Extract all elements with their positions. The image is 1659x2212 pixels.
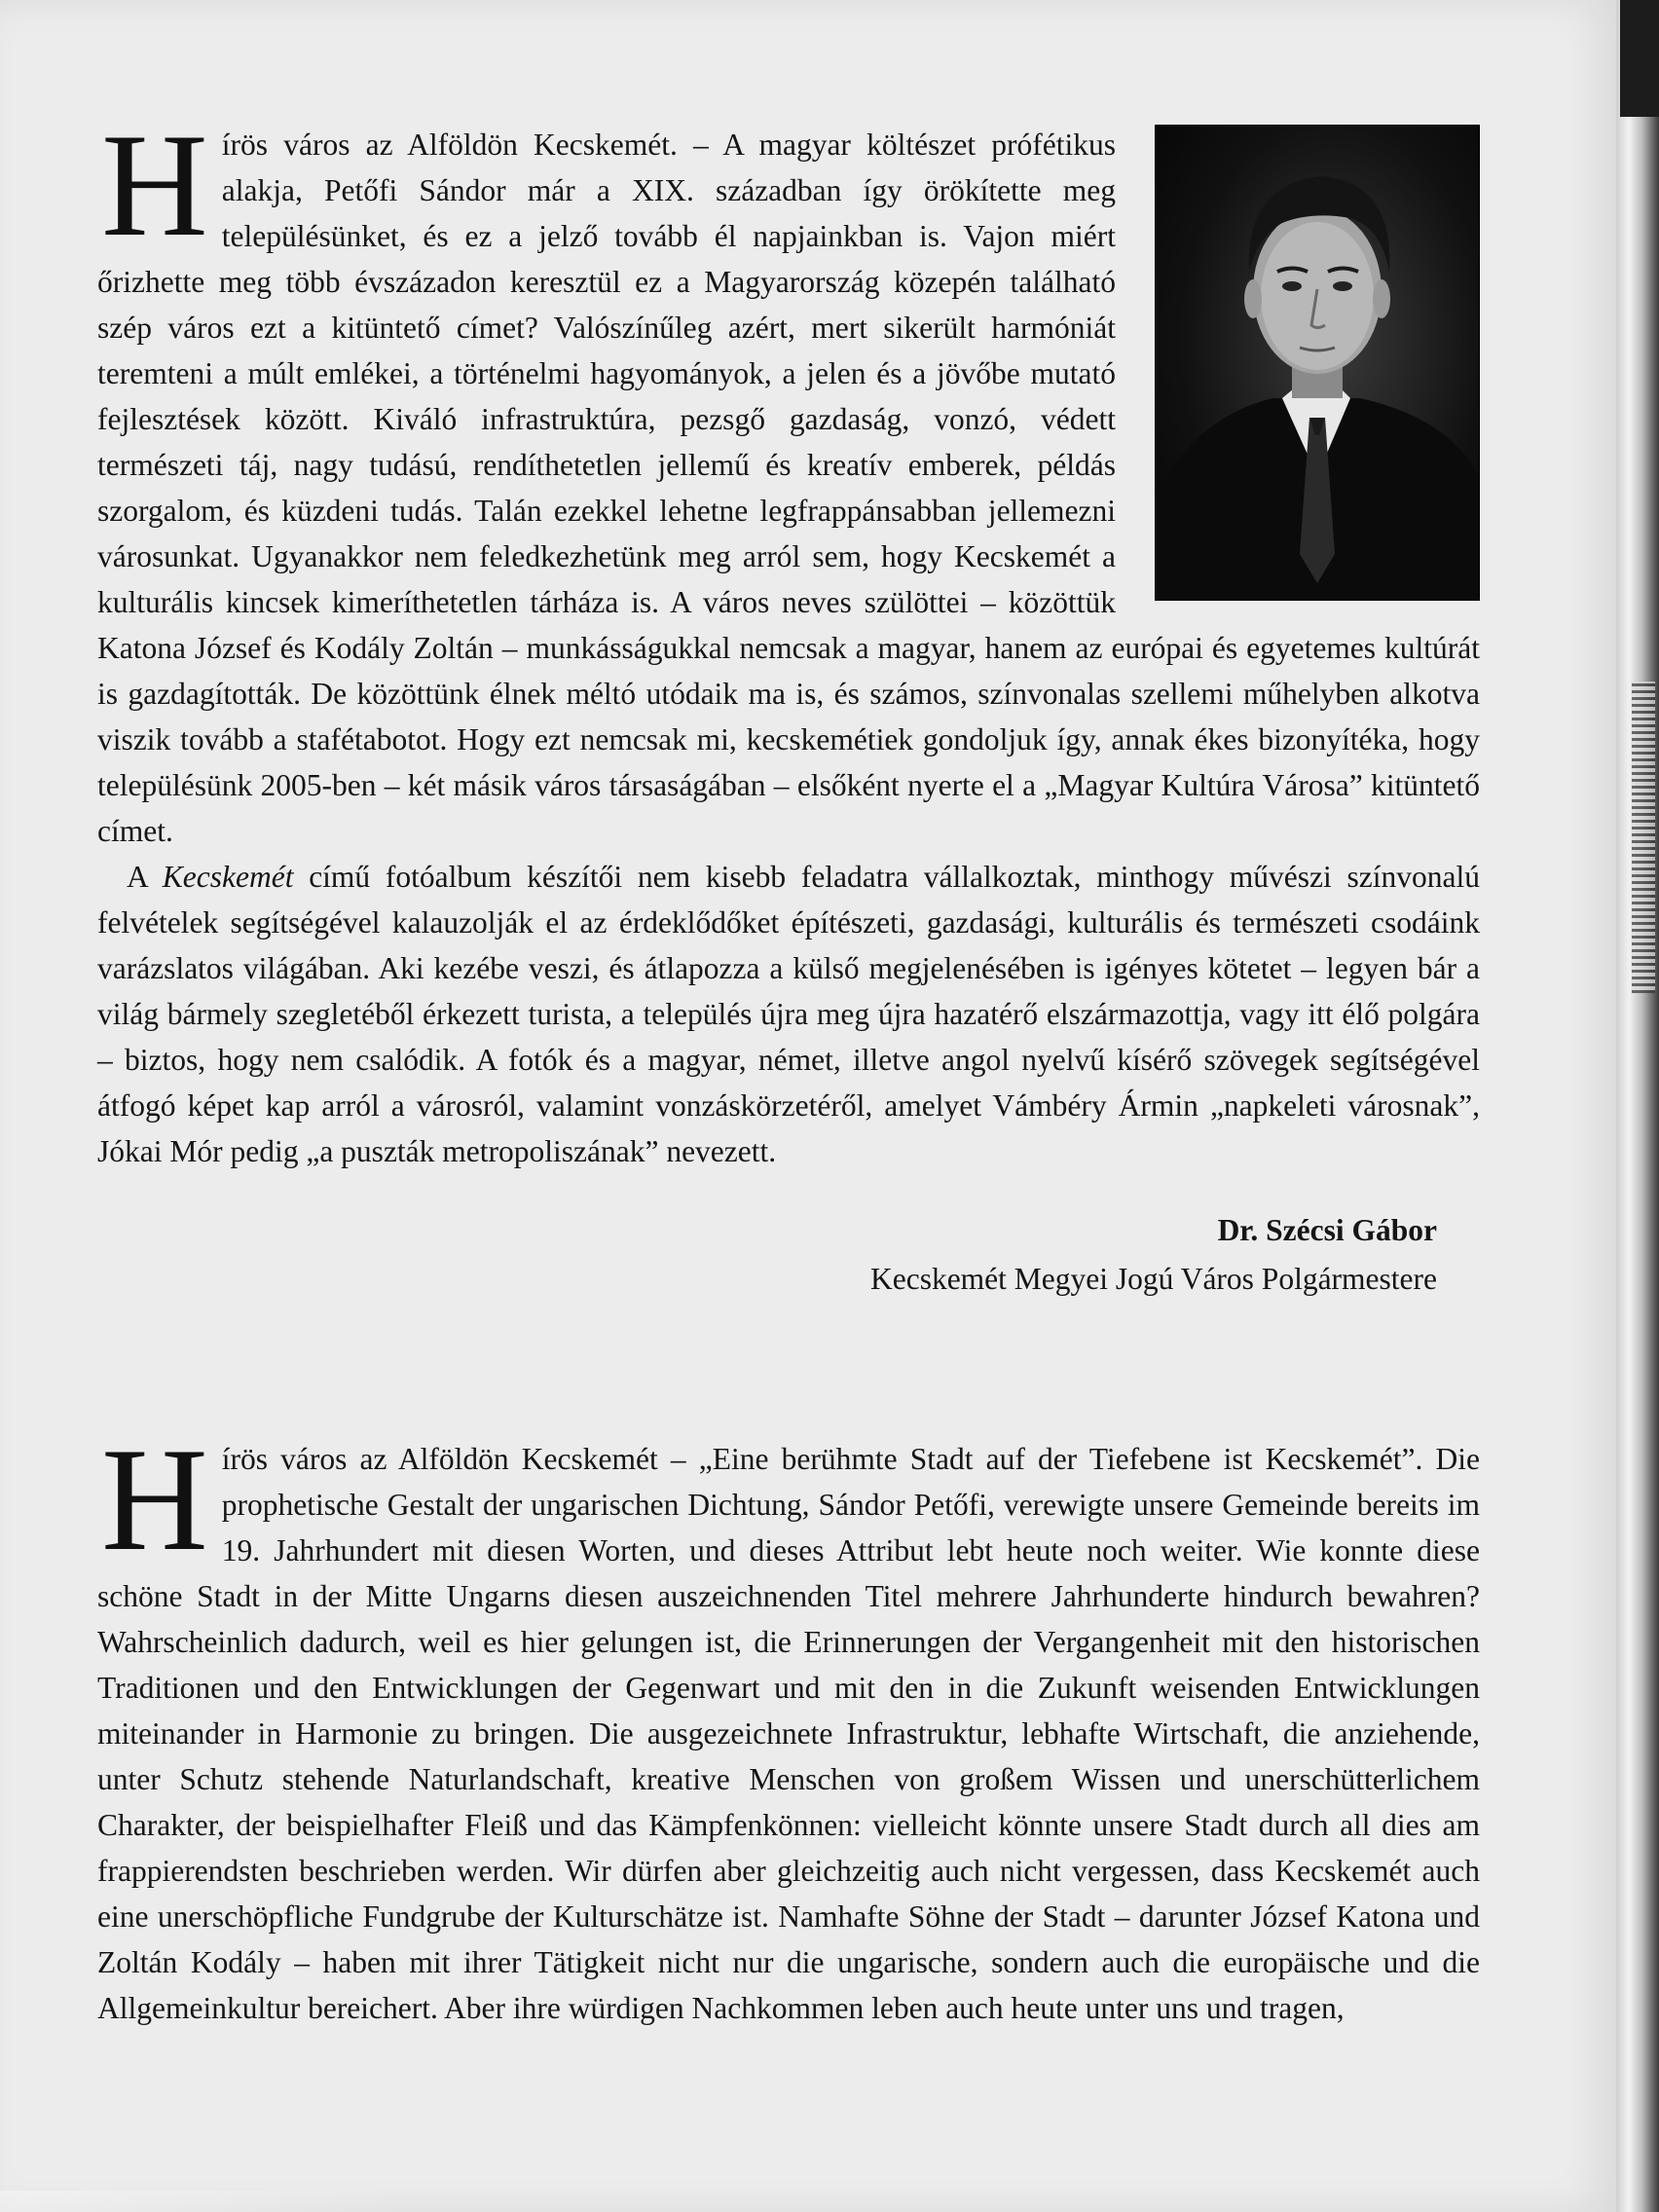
german-foreword bbox=[97, 1418, 1480, 2031]
drop-cap: H bbox=[101, 1418, 208, 1581]
book-edge-pattern bbox=[1632, 682, 1655, 993]
bottom-shade bbox=[0, 2191, 409, 2212]
hungarian-paragraph-1: írös város az Alföldön Kecskemét. – A magyar költészet prófétikus alakja, Petőfi Sándor már a XIX. században így örökítette meg településünket, és ez a jelző tovább él napjainkban is. Vajon miért őrizhette meg több évszázadon keresztül ez a Magyarország közepén található szép város ezt a kitüntető címet? Valószínűleg azért, mert sikerült harmóniát teremteni a múlt emlékei, a történelmi hagyományok, a jelen és a jövőbe mutató fejlesztések között. Kiváló infrastruktúra, pezsgő gazdaság, vonzó, védett természeti táj, nagy tudású, rendíthetetlen jellemű és kreatív emberek, példás szorgalom, és küzdeni tudás. Talán ezekkel lehetne legfrappánsabban jellemezni városunkat. Ugyanakkor nem feledkezhetünk meg arról sem, hogy Kecskemét a kulturális kincsek kimeríthetetlen tárháza is. A város neves szülöttei – közöttük Katona József és Kodály Zoltán – munkásságukkal nemcsak a magyar, hanem az európai és egyetemes kultúrát is gazdagították. De közöttünk élnek méltó utódaik ma is, és számos, színvonalas szellemi műhelyben alkotva viszik tovább a stafétabotot. Hogy ezt nemcsak mi, kecskemétiek gondoljuk így, annak ékes bizonyítéka, hogy településünk 2005-ben – két másik város társaságában – elsőként nyerte el a „Magyar Kultúra Városa” kitüntető címet. bbox=[97, 128, 1480, 848]
album-title: Kecskemét bbox=[162, 860, 294, 894]
book-edge bbox=[1616, 0, 1659, 2212]
german-paragraph-1: írös város az Alföldön Kecskemét – „Eine berühmte Stadt auf der Tiefebene ist Kecskemét”. Die prophetische Gestalt der ungarischen Dichtung, Sándor Petőfi, verewigte unsere Gemeinde bereits im 19. Jahrhundert mit diesen Worten, und dieses Attribut lebt heute noch weiter. Wie konnte diese schöne Stadt in der Mitte Ungarns diesen auszeichnenden Titel mehrere Jahrhunderte hindurch bewahren? Wahrscheinlich dadurch, weil es hier gelungen ist, die Erinnerungen der Vergangenheit mit den historischen Traditionen und den Entwicklungen der Gegenwart und mit den in die Zukunft weisenden Entwicklungen miteinander in Harmonie zu bringen. Die ausgezeichnete Infrastruktur, lebhafte Wirtschaft, die anziehende, unter Schutz stehende Naturlandschaft, kreative Menschen von großem Wissen und unerschütterlichem Charakter, der beispielhafter Fleiß und das Kämpfenkönnen: vielleicht könnte unsere Stadt durch all dies am frappierendsten beschrieben werden. Wir dürfen aber gleichzeitig auch nicht vergessen, dass Kecskemét auch eine unerschöpfliche Fundgrube der Kulturschätze ist. Namhafte Söhne der Stadt – darunter József Katona und Zoltán Kodály – haben mit ihrer Tätigkeit nicht nur die ungarische, sondern auch die europäische und die Allgemeinkultur bereichert. Aber ihre würdigen Nachkommen leben auch heute unter uns und tragen, bbox=[97, 1442, 1480, 2025]
hungarian-paragraph-2: A Kecskemét című fotóalbum készítői nem kisebb feladatra vállalkoztak, minthogy művészi színvonalú felvételek segítségével kalauzolják el az érdeklődőket építészeti, gazdasági, kulturális és természeti csodáink varázslatos világában. Aki kezébe veszi, és átlapozza a külső megjelenésében is igényes kötetet – legyen bár a világ bármely szegletéből érkezett turista, a település újra meg újra hazatérő elszármazottja, vagy itt élő polgára – biztos, hogy nem csalódik. A fotók és a magyar, német, illetve angol nyelvű kísérő szövegek segítségével átfogó képet kap arról a városról, valamint vonzáskörzetéről, amelyet Vámbéry Ármin „napkeleti városnak”, Jókai Mór pedig „a puszták metropoliszának” nevezett. bbox=[97, 860, 1480, 1168]
hungarian-foreword bbox=[97, 103, 1480, 1174]
signature-title: Kecskemét Megyei Jogú Város Polgármestere bbox=[869, 1262, 1437, 1296]
mayor-portrait bbox=[1155, 125, 1480, 601]
book-edge-shadow bbox=[1620, 0, 1659, 117]
signature-name: Dr. Szécsi Gábor bbox=[1217, 1213, 1437, 1247]
drop-cap: H bbox=[101, 103, 208, 267]
portrait-illustration bbox=[1156, 126, 1479, 600]
